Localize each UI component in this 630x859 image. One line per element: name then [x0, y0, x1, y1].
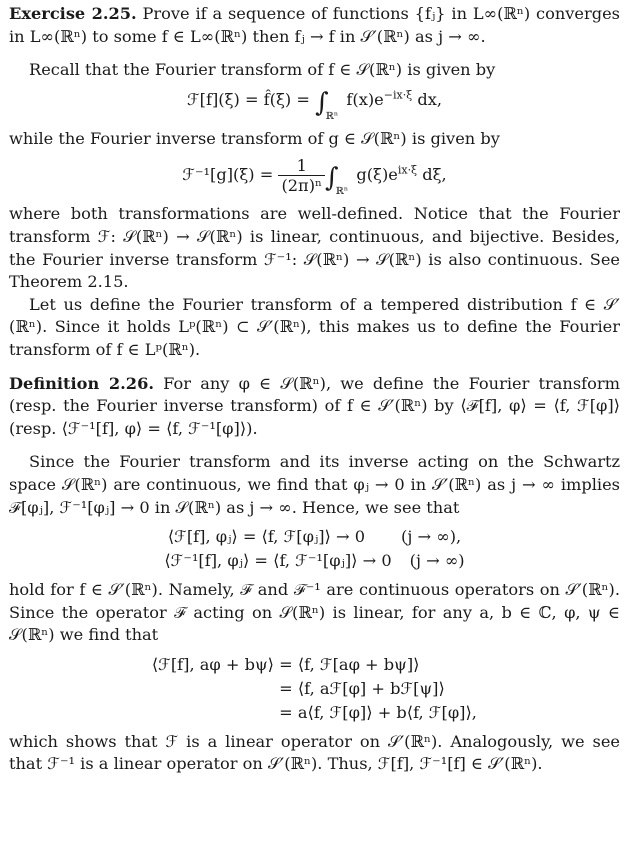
definition-text: For any φ ∈ 𝒮(ℝⁿ), we define the Fourier transform (resp. the Fourier inverse transform) of f ∈ 𝒮′(ℝⁿ) by ⟨ℱ[f], φ⟩ = ⟨f, ℱ[φ]⟩ (resp. ⟨ℱ⁻¹[f], φ⟩ = ⟨f, ℱ⁻¹[φ]⟩). [9, 373, 620, 438]
linearity-equations [149, 653, 620, 725]
inverse-transform-equation: ℱ⁻¹[g](ξ) = $\frac{1}{\text{(2π)ⁿ}}$ $\int_{ℝ^n}$ $g(\xi)e^{ix\cdot\xi}$ dξ, [182, 156, 447, 198]
exercise-paragraph [9, 3, 620, 48]
tempered-distribution-paragraph: Let us define the Fourier transform of a tempered distribution f ∈ 𝒮′(ℝⁿ). Since it holds Lᵖ(ℝⁿ) ⊂ 𝒮′(ℝⁿ), this makes us to define the Fourier transform of f ∈ Lᵖ(ℝⁿ). [9, 294, 620, 359]
conclusion-paragraph: which shows that ℱ is a linear operator on 𝒮′(ℝⁿ). Analogously, we see that ℱ⁻¹ is a linear operator on 𝒮′(ℝⁿ). Thus, ℱ[f], ℱ⁻¹[f] ∈ 𝒮′(ℝⁿ). [9, 731, 620, 774]
exercise-label: Exercise 2.25. [9, 4, 137, 23]
definition-label: Definition 2.26. [9, 373, 154, 393]
continuity-equation-row: ⟨ℱ[f], φⱼ⟩ = ⟨f, ℱ[φⱼ]⟩ → 0 (j → ∞), [167, 527, 462, 547]
continuity-paragraph: Since the Fourier transform and its inverse acting on the Schwartz space 𝒮(ℝⁿ) are continuous, we find that φⱼ → 0 in 𝒮′(ℝⁿ) as j → ∞ implies ℱ[φⱼ], ℱ⁻¹[φⱼ] → 0 in 𝒮(ℝⁿ) as j → ∞. Hence, we see that [9, 452, 620, 517]
linearity-equation-row: = a⟨f, ℱ[φ]⟩ + b⟨f, ℱ[φ]⟩, [279, 702, 477, 722]
transform-properties-paragraph: where both transformations are well-defined. Notice that the Fourier transform ℱ: 𝒮(ℝⁿ) → 𝒮(ℝⁿ) is linear, continuous, and bijective. Besides, the Fourier inverse transform ℱ⁻¹: 𝒮(ℝⁿ) → 𝒮(ℝⁿ) is also continuous. See Theorem 2.15. [9, 204, 620, 292]
continuity-equations [9, 525, 620, 573]
fourier-transform-equation: ℱ[f](ξ) = f̂(ξ) = $\int_{ℝ^n}$ $f(x)e^{-ix\cdot\xi}$ dx, [186, 87, 443, 122]
document-page [0, 3, 630, 859]
fourier-recall-paragraph: Recall that the Fourier transform of f ∈ 𝒮(ℝⁿ) is given by [29, 60, 496, 80]
inverse-transform-paragraph: while the Fourier inverse transform of g ∈ 𝒮(ℝⁿ) is given by [9, 128, 500, 148]
linearity-equation-row: = ⟨f, aℱ[φ] + bℱ[ψ]⟩ [279, 678, 445, 698]
continuity-equation-row: ⟨ℱ⁻¹[f], φⱼ⟩ = ⟨f, ℱ⁻¹[φⱼ]⟩ → 0 (j → ∞) [164, 551, 465, 571]
operator-paragraph: hold for f ∈ 𝒮′(ℝⁿ). Namely, ℱ and ℱ⁻¹ are continuous operators on 𝒮′(ℝⁿ). Since the operator ℱ acting on 𝒮(ℝⁿ) is linear, for any a, b ∈ ℂ, φ, ψ ∈ 𝒮(ℝⁿ) we find that [9, 580, 620, 645]
definition-paragraph [9, 373, 620, 441]
linearity-equation-row: ⟨ℱ[f], aφ + bψ⟩ = ⟨f, ℱ[aφ + bψ]⟩ [151, 654, 420, 674]
exercise-text: Prove if a sequence of functions {fⱼ} in L∞(ℝⁿ) converges in L∞(ℝⁿ) to some f ∈ L∞(ℝⁿ) then fⱼ → f in 𝒮′(ℝⁿ) as j → ∞. [9, 4, 620, 46]
